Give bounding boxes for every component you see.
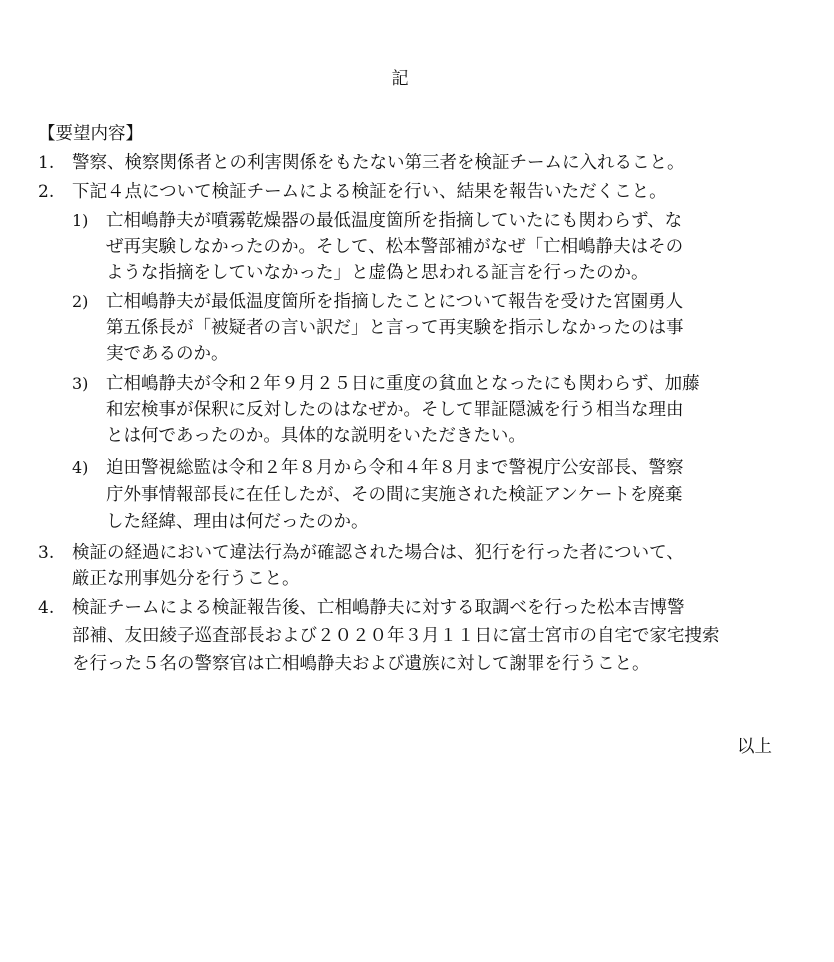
item-number-1: 1. [38,153,55,173]
subitem-4-line-1: 迫田警視総監は令和２年８月から令和４年８月まで警視庁公安部長、警察 [106,458,684,478]
subitem-2-line-3: 実であるのか。 [106,344,229,364]
subitem-number-4: 4) [72,458,89,477]
subitem-4-line-3: した経緯、理由は何だったのか。 [106,512,369,532]
item-4-line-2: 部補、友田綾子巡査部長および２０２０年３月１１日に富士宮市の自宅で家宅捜索 [72,626,720,646]
subitem-2-line-1: 亡相嶋静夫が最低温度箇所を指摘したことについて報告を受けた宮園勇人 [106,292,684,312]
subitem-2-line-2: 第五係長が「被疑者の言い訳だ」と言って再実験を指示しなかったのは事 [106,318,684,338]
item-4-line-1: 検証チームによる検証報告後、亡相嶋静夫に対する取調べを行った松本吉博警 [72,598,685,618]
subitem-number-3: 3) [72,374,89,393]
item-2-line-1: 下記４点について検証チームによる検証を行い、結果を報告いただくこと。 [72,182,667,202]
subitem-3-line-2: 和宏検事が保釈に反対したのはなぜか。そして罪証隠滅を行う相当な理由 [106,400,684,420]
subitem-3-line-3: とは何であったのか。具体的な説明をいただきたい。 [106,426,526,446]
item-3-line-2: 厳正な刑事処分を行うこと。 [72,569,300,589]
item-number-2: 2. [38,182,55,202]
subitem-1-line-1: 亡相嶋静夫が噴霧乾燥器の最低温度箇所を指摘していたにも関わらず、な [106,211,683,231]
item-4-line-3: を行った５名の警察官は亡相嶋静夫および遺族に対して謝罪を行うこと。 [72,654,650,674]
subitem-number-1: 1) [72,211,89,230]
item-1-line-1: 警察、検察関係者との利害関係をもたない第三者を検証チームに入れること。 [72,153,685,173]
subitem-1-line-2: ぜ再実験しなかったのか。そして、松本警部補がなぜ「亡相嶋静夫はその [106,237,684,257]
item-number-4: 4. [38,598,55,618]
item-number-3: 3. [38,543,55,563]
closing-ijo: 以上 [737,737,772,757]
subitem-3-line-1: 亡相嶋静夫が令和２年９月２５日に重度の貧血となったにも関わらず、加藤 [106,374,700,394]
subitem-number-2: 2) [72,292,89,311]
item-3-line-1: 検証の経過において違法行為が確認された場合は、犯行を行った者について、 [72,543,684,563]
section-heading: 【要望内容】 [38,124,143,144]
subitem-1-line-3: ような指摘をしていなかった」と虚偽と思われる証言を行ったのか。 [106,263,649,283]
subitem-4-line-2: 庁外事情報部長に在任したが、その間に実施された検証アンケートを廃棄 [106,485,683,505]
ki-heading: 記 [391,69,409,89]
